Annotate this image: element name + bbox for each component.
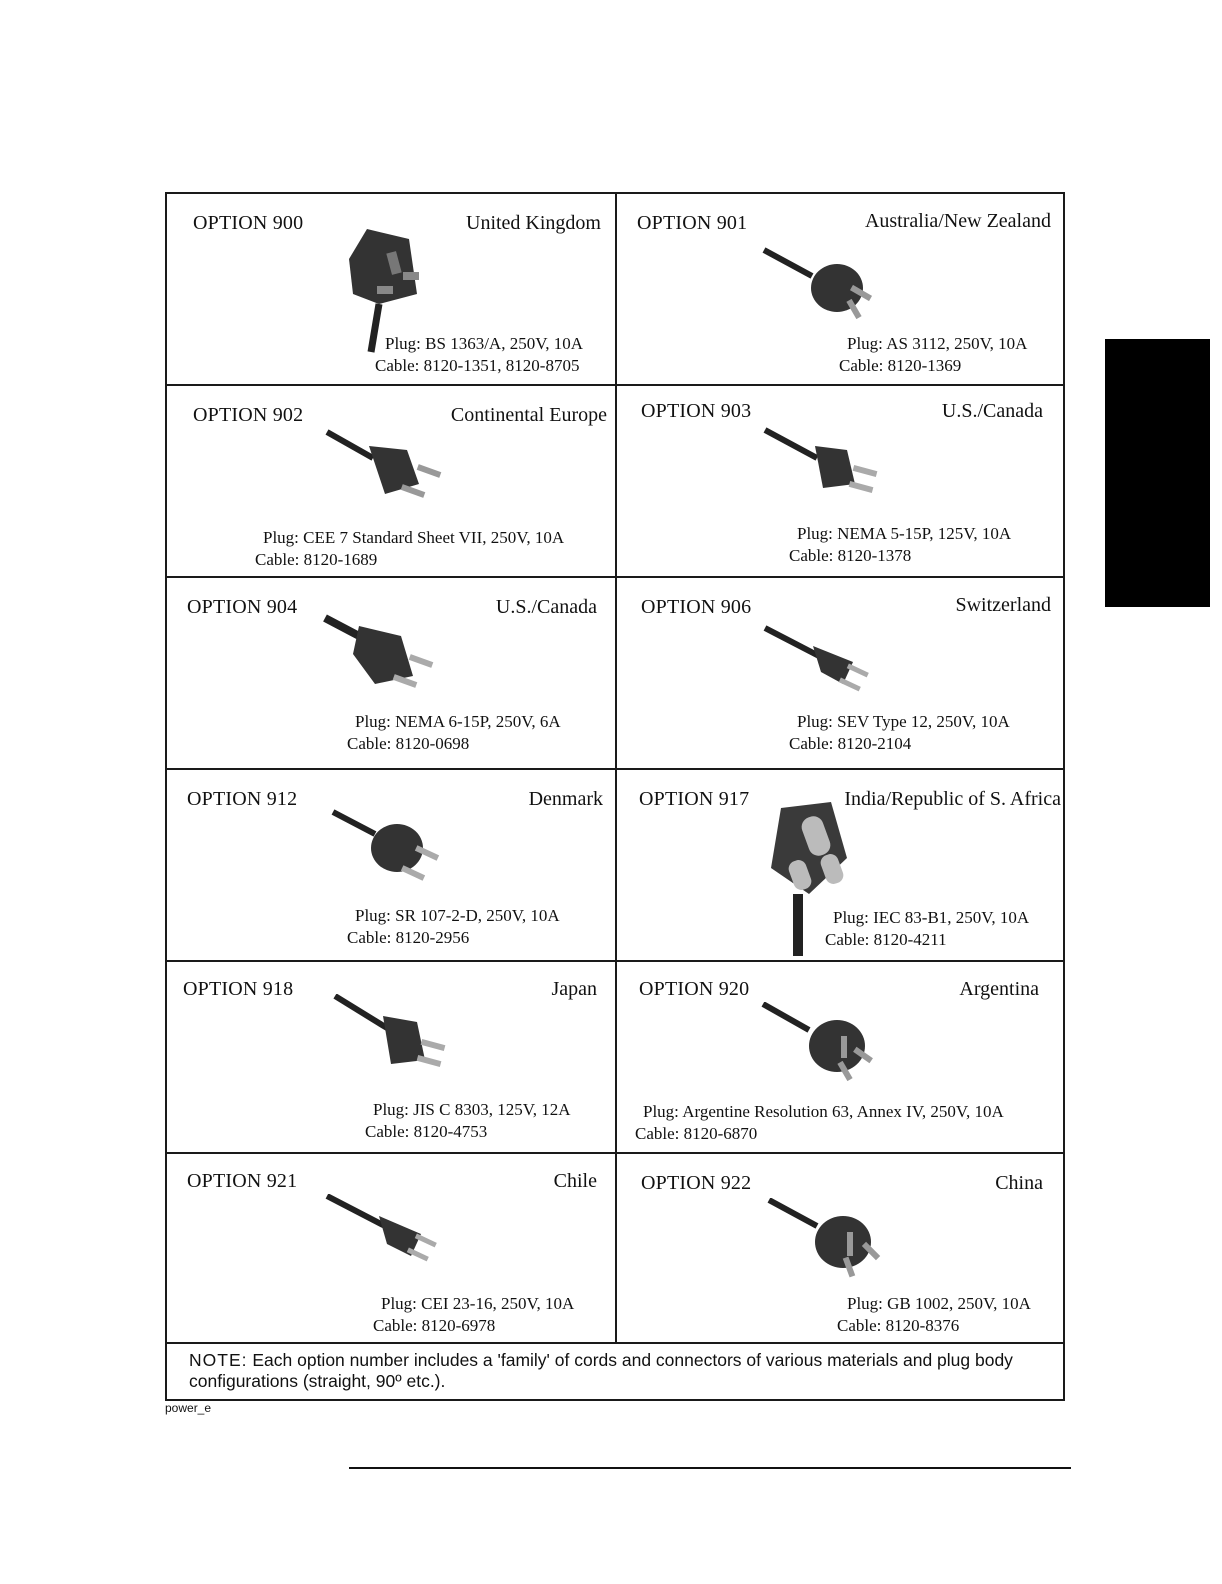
chapter-tab [1105, 339, 1210, 607]
option-cell-906 [617, 578, 1063, 770]
cable-part-number: Cable: 8120-0698 [347, 734, 470, 753]
option-cell-921 [167, 1154, 617, 1344]
option-cell-922 [617, 1154, 1063, 1344]
cable-part-number: Cable: 8120-8376 [837, 1316, 960, 1335]
plug-spec: Plug: NEMA 5-15P, 125V, 10A [797, 524, 1012, 543]
country-name: India/Republic of S. Africa [844, 788, 1061, 810]
country-name: Argentina [959, 978, 1039, 1000]
europe-plug-icon [325, 428, 455, 508]
plug-spec: Plug: SR 107-2-D, 250V, 10A [355, 906, 560, 925]
option-cell-903 [617, 386, 1063, 578]
country-name: Switzerland [955, 594, 1051, 616]
plug-spec: Plug: CEI 23-16, 250V, 10A [381, 1294, 575, 1313]
note-box [167, 1344, 1063, 1399]
nema-5-15p-plug-icon [763, 426, 893, 506]
cable-part-number: Cable: 8120-1351, 8120-8705 [375, 356, 580, 375]
option-number: OPTION 900 [193, 212, 304, 234]
country-name: Denmark [528, 788, 603, 810]
plug-spec: Plug: SEV Type 12, 250V, 10A [797, 712, 1010, 731]
cable-part-number: Cable: 8120-1378 [789, 546, 912, 565]
argentina-plug-icon [761, 1002, 891, 1092]
country-name: Continental Europe [450, 404, 607, 426]
cable-part-number: Cable: 8120-1369 [839, 356, 962, 375]
cable-part-number: Cable: 8120-6978 [373, 1316, 496, 1335]
country-name: U.S./Canada [941, 400, 1043, 422]
option-number: OPTION 901 [637, 212, 748, 234]
denmark-plug-icon [331, 808, 461, 898]
option-number: OPTION 921 [187, 1170, 298, 1192]
cable-part-number: Cable: 8120-4753 [365, 1122, 488, 1141]
option-number: OPTION 918 [183, 978, 294, 1000]
note-text: Each option number includes a 'family' of cords and connectors of various materials and plug body configurations (straight, 90º etc.). [189, 1350, 1013, 1391]
plug-spec: Plug: Argentine Resolution 63, Annex IV, 250V, 10A [643, 1102, 1004, 1121]
option-number: OPTION 912 [187, 788, 298, 810]
plug-spec: Plug: GB 1002, 250V, 10A [847, 1294, 1031, 1313]
china-plug-icon [767, 1198, 897, 1288]
chile-plug-icon [325, 1194, 455, 1274]
option-number: OPTION 903 [641, 400, 752, 422]
plug-spec: Plug: NEMA 6-15P, 250V, 6A [355, 712, 561, 731]
option-number: OPTION 902 [193, 404, 304, 426]
footer-rule [349, 1467, 1071, 1469]
cable-part-number: Cable: 8120-2956 [347, 928, 470, 947]
country-name: United Kingdom [466, 212, 601, 234]
australia-plug-icon [762, 244, 892, 329]
nema-6-15p-plug-icon [323, 614, 453, 704]
cable-part-number: Cable: 8120-1689 [255, 550, 378, 569]
plug-spec: Plug: BS 1363/A, 250V, 10A [385, 334, 584, 353]
option-cell-912 [167, 770, 617, 962]
country-name: Japan [551, 978, 597, 1000]
country-name: Chile [553, 1170, 597, 1192]
option-number: OPTION 906 [641, 596, 752, 618]
option-cell-902 [167, 386, 617, 578]
option-number: OPTION 917 [639, 788, 750, 810]
plug-spec: Plug: CEE 7 Standard Sheet VII, 250V, 10A [263, 528, 565, 547]
country-name: Australia/New Zealand [864, 210, 1051, 232]
option-cell-918 [167, 962, 617, 1154]
option-cell-901 [617, 194, 1063, 386]
option-number: OPTION 920 [639, 978, 750, 1000]
swiss-plug-icon [763, 624, 893, 704]
cable-part-number: Cable: 8120-6870 [635, 1124, 758, 1143]
option-cell-920 [617, 962, 1063, 1154]
option-cell-900 [167, 194, 617, 386]
plug-spec: Plug: JIS C 8303, 125V, 12A [373, 1100, 571, 1119]
note-label: NOTE: [189, 1350, 248, 1370]
cable-part-number: Cable: 8120-2104 [789, 734, 912, 753]
option-number: OPTION 904 [187, 596, 298, 618]
country-name: U.S./Canada [495, 596, 597, 618]
plug-spec: Plug: IEC 83-B1, 250V, 10A [833, 908, 1030, 927]
power-cord-table [165, 192, 1065, 1401]
option-cell-917 [617, 770, 1063, 962]
figure-code: power_e [165, 1401, 212, 1415]
option-number: OPTION 922 [641, 1172, 752, 1194]
plug-spec: Plug: AS 3112, 250V, 10A [847, 334, 1028, 353]
option-cell-904 [167, 578, 617, 770]
country-name: China [995, 1172, 1043, 1194]
japan-plug-icon [333, 994, 463, 1084]
cable-part-number: Cable: 8120-4211 [825, 930, 947, 949]
